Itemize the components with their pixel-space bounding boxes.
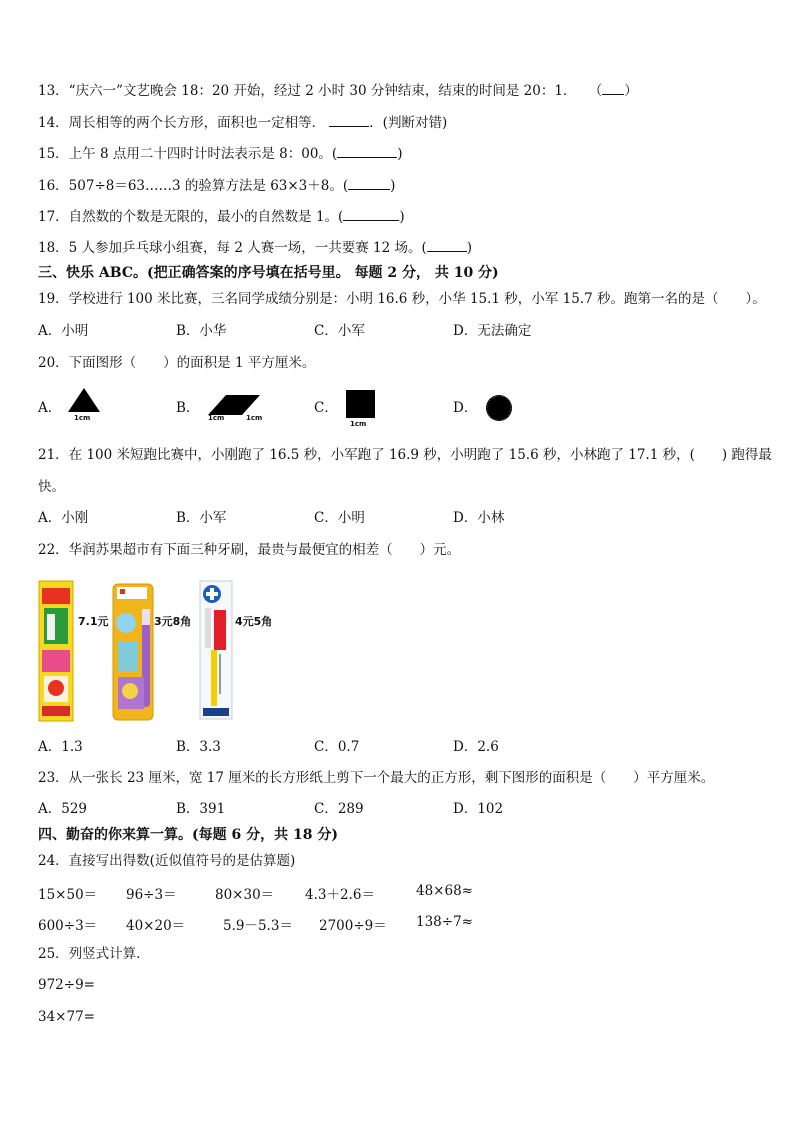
section-3-heading: 三、快乐 ABC。(把正确答案的序号填在括号里。 每题 2 分， 共 10 分) bbox=[38, 265, 499, 281]
q20-option-d[interactable]: D． bbox=[453, 400, 478, 416]
answer-blank-13[interactable] bbox=[602, 82, 624, 95]
q23-option-b[interactable]: B．391 bbox=[176, 801, 226, 817]
q22-option-c[interactable]: C．0.7 bbox=[314, 739, 360, 755]
question-13-paren-open: （ bbox=[588, 83, 603, 99]
answer-blank-17[interactable] bbox=[343, 208, 399, 221]
q21-option-c[interactable]: C．小明 bbox=[314, 510, 365, 526]
q23-option-d[interactable]: D．102 bbox=[453, 801, 504, 817]
q22-option-d[interactable]: D．2.6 bbox=[453, 739, 499, 755]
question-16-text: 16．507÷8＝63……3 的验算方法是 63×3＋8。( bbox=[38, 178, 349, 194]
q19-option-b[interactable]: B．小华 bbox=[176, 323, 227, 339]
question-17-close: ) bbox=[399, 209, 405, 225]
calc-2-3[interactable]: 5.9－5.3＝ bbox=[223, 918, 293, 934]
question-15 bbox=[38, 145, 402, 163]
circle-shape bbox=[484, 393, 514, 423]
calc-1-3[interactable]: 80×30＝ bbox=[215, 887, 275, 903]
question-15-close: ) bbox=[397, 146, 403, 162]
answer-blank-16[interactable] bbox=[348, 177, 390, 190]
q20-option-b[interactable]: B． bbox=[176, 400, 200, 416]
calc-1-1[interactable]: 15×50＝ bbox=[38, 887, 98, 903]
q23-option-c[interactable]: C．289 bbox=[314, 801, 364, 817]
q20-option-a[interactable]: A． bbox=[38, 400, 62, 416]
question-13 bbox=[38, 82, 638, 100]
calc-2-1[interactable]: 600÷3＝ bbox=[38, 918, 98, 934]
question-13-paren-close: ） bbox=[624, 83, 638, 99]
question-19-text: 19．学校进行 100 米比赛，三名同学成绩分别是：小明 16.6 秒，小华 15.1 秒，小军 15.7 秒。跑第一名的是（ ）。 bbox=[38, 291, 766, 307]
calc-2-2[interactable]: 40×20＝ bbox=[126, 918, 186, 934]
question-15-text: 15．上午 8 点用二十四时计时法表示是 8：00。( bbox=[38, 146, 338, 162]
q21-option-b[interactable]: B．小军 bbox=[176, 510, 227, 526]
vertical-calc-2[interactable]: 34×77= bbox=[38, 1009, 95, 1025]
rhombus-caption-2: 1cm bbox=[246, 414, 263, 422]
toothbrush-package-2 bbox=[112, 583, 154, 725]
square-figure bbox=[346, 390, 375, 418]
q22-option-a[interactable]: A．1.3 bbox=[38, 739, 83, 755]
question-24-text: 24．直接写出得数(近似值符号的是估算题) bbox=[38, 853, 296, 869]
question-16 bbox=[38, 177, 395, 195]
square-caption: 1cm bbox=[350, 420, 367, 428]
question-14-suffix: ．(判断对错) bbox=[369, 115, 448, 131]
q19-option-a[interactable]: A．小明 bbox=[38, 323, 89, 339]
question-13-text: 13．“庆六一”文艺晚会 18：20 开始，经过 2 小时 30 分钟结束，结束的时间是 20：1． bbox=[38, 83, 577, 99]
answer-blank-15[interactable] bbox=[337, 145, 397, 158]
toothbrush-package-3 bbox=[199, 580, 233, 724]
question-17 bbox=[38, 208, 405, 226]
q19-option-c[interactable]: C．小军 bbox=[314, 323, 365, 339]
rhombus-caption-1: 1cm bbox=[208, 414, 225, 422]
question-21-line-2: 快。 bbox=[38, 479, 65, 495]
question-20-text: 20．下面图形（ ）的面积是 1 平方厘米。 bbox=[38, 355, 316, 371]
circle-figure bbox=[484, 393, 514, 427]
toothbrush-2-image bbox=[112, 583, 154, 721]
question-22-text: 22．华润苏果超市有下面三种牙刷，最贵与最便宜的相差（ ）元。 bbox=[38, 542, 461, 558]
price-3: 4元5角 bbox=[235, 615, 273, 628]
toothbrush-package-1 bbox=[38, 580, 74, 726]
answer-blank-14[interactable] bbox=[329, 114, 369, 127]
question-17-text: 17．自然数的个数是无限的，最小的自然数是 1。( bbox=[38, 209, 344, 225]
q19-option-d[interactable]: D．无法确定 bbox=[453, 323, 532, 339]
calc-1-5[interactable]: 48×68≈ bbox=[416, 883, 473, 899]
q20-option-c[interactable]: C． bbox=[314, 400, 338, 416]
question-14 bbox=[38, 114, 447, 132]
calc-2-5[interactable]: 138÷7≈ bbox=[416, 914, 473, 930]
question-18-close: ) bbox=[466, 240, 473, 256]
question-16-close: ) bbox=[390, 178, 396, 194]
q21-option-d[interactable]: D．小林 bbox=[453, 510, 505, 526]
question-18 bbox=[38, 239, 472, 257]
question-23-text: 23．从一张长 23 厘米，宽 17 厘米的长方形纸上剪下一个最大的正方形，剩下图形的面积是（ ）平方厘米。 bbox=[38, 770, 715, 786]
price-1: 7.1元 bbox=[78, 615, 109, 628]
vertical-calc-1[interactable]: 972÷9= bbox=[38, 977, 95, 993]
triangle-shape bbox=[66, 386, 102, 414]
toothbrush-1-image bbox=[38, 580, 74, 722]
q23-option-a[interactable]: A．529 bbox=[38, 801, 88, 817]
question-14-text: 14．周长相等的两个长方形，面积也一定相等． bbox=[38, 115, 326, 131]
calc-1-2[interactable]: 96÷3＝ bbox=[126, 887, 177, 903]
q21-option-a[interactable]: A．小刚 bbox=[38, 510, 89, 526]
calc-2-4[interactable]: 2700÷9＝ bbox=[319, 918, 387, 934]
section-4-heading: 四、勤奋的你来算一算。(每题 6 分，共 18 分) bbox=[38, 827, 338, 843]
triangle-caption: 1cm bbox=[74, 414, 91, 422]
question-21-line-1: 21．在 100 米短跑比赛中，小刚跑了 16.5 秒，小军跑了 16.9 秒，小明跑了 15.6 秒，小林跑了 17.1 秒，( ) 跑得最 bbox=[38, 447, 772, 463]
answer-blank-18[interactable] bbox=[427, 239, 467, 252]
toothbrush-3-image bbox=[199, 580, 233, 720]
q22-option-b[interactable]: B．3.3 bbox=[176, 739, 221, 755]
calc-1-4[interactable]: 4.3＋2.6＝ bbox=[305, 887, 375, 903]
question-18-text: 18．5 人参加乒乓球小组赛，每 2 人赛一场，一共要赛 12 场。( bbox=[38, 240, 427, 256]
question-25-text: 25．列竖式计算． bbox=[38, 946, 150, 962]
price-2: 3元8角 bbox=[154, 615, 192, 628]
